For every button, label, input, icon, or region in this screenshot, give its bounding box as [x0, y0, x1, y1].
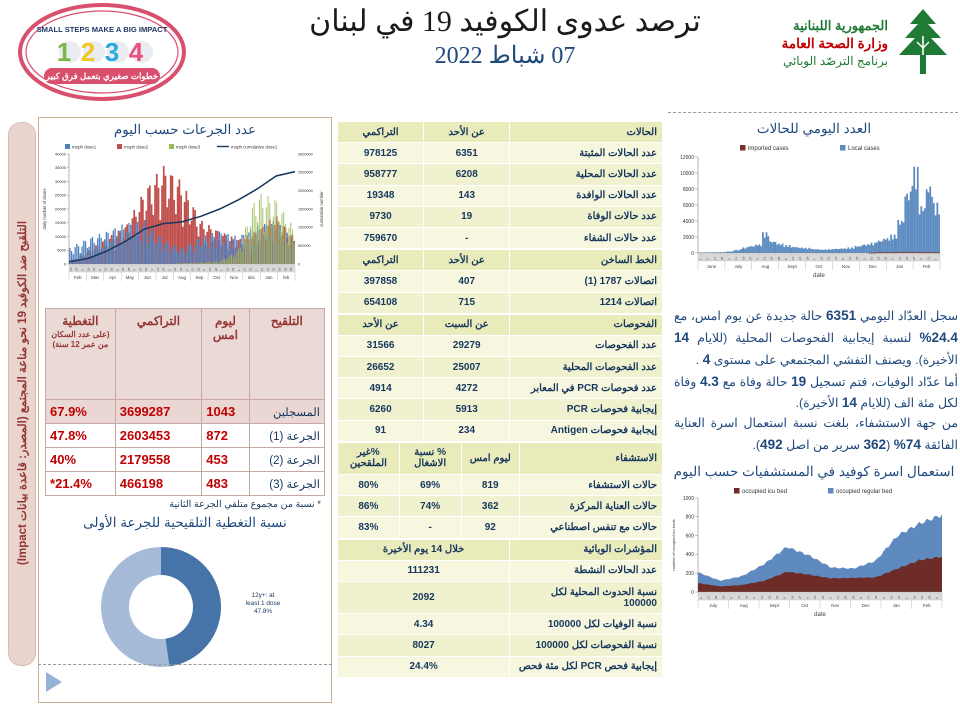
svg-text:Jan: Jan: [265, 274, 273, 280]
svg-text:17: 17: [866, 595, 871, 599]
page-title: ترصد عدوى الكوفيد 19 في لبنان: [309, 5, 701, 38]
campaign-logo: [14, 0, 190, 108]
svg-text:Sept: Sept: [787, 263, 797, 269]
svg-text:SMALL STEPS MAKE A BIG IMPACT: SMALL STEPS MAKE A BIG IMPACT: [36, 25, 168, 34]
svg-text:date: date: [814, 611, 826, 618]
svg-text:Mar: Mar: [91, 274, 99, 280]
paragraph-line: أما عدّاد الوفيات، فتم تسجيل 19 حالة وفاة مع 4.3 وفاة لكل مئة الف (للايام 14 الأخيرة).: [674, 373, 958, 411]
svg-text:moph dose1: moph dose1: [72, 144, 97, 150]
paragraph-line: من جهة الاستشفاء، بلغت نسبة استعمال اسرة العناية الفائقة 74% (362 سرير من اصل 492).: [674, 416, 958, 453]
svg-text:1: 1: [254, 269, 259, 271]
svg-text:1: 1: [56, 37, 72, 67]
stats-section-table: [337, 249, 663, 314]
svg-text:15: 15: [103, 267, 108, 271]
svg-text:feb: feb: [283, 274, 290, 280]
section-header-row: الحالات عن الأحد التراكمي: [338, 122, 663, 143]
svg-text:27: 27: [797, 595, 802, 599]
svg-text:14: 14: [889, 595, 894, 599]
svg-text:18: 18: [876, 256, 881, 260]
svg-text:Nov: Nov: [831, 602, 840, 608]
svg-text:4: 4: [132, 269, 137, 271]
summary-paragraph: [674, 305, 958, 456]
svg-text:0: 0: [298, 262, 301, 267]
svg-text:Feb: Feb: [73, 274, 82, 280]
svg-text:5000: 5000: [57, 247, 66, 253]
svg-text:9: 9: [705, 258, 710, 260]
svg-text:Dec: Dec: [861, 602, 870, 608]
ministry-line3: برنامج الترصّد الوبائي: [782, 53, 888, 68]
svg-text:4: 4: [755, 258, 760, 260]
svg-text:moph cumulative dose1: moph cumulative dose1: [231, 144, 278, 150]
table-row: عدد الحالات النشطة 111231: [338, 560, 663, 581]
svg-text:9: 9: [782, 597, 787, 599]
svg-text:4: 4: [128, 37, 144, 67]
stats-section-table: [337, 314, 663, 442]
table-row: حالات مع تنفس اصطناعي 92 - 83%: [338, 517, 663, 538]
svg-text:moph dose3: moph dose3: [176, 144, 201, 150]
svg-text:June: June: [706, 263, 717, 269]
svg-text:23: 23: [897, 595, 902, 599]
svg-text:Nov: Nov: [230, 274, 239, 280]
svg-text:3: 3: [727, 258, 732, 260]
svg-text:25: 25: [719, 256, 724, 260]
svg-text:14: 14: [155, 267, 160, 271]
svg-text:Sep: Sep: [195, 274, 204, 280]
svg-text:15000: 15000: [54, 220, 66, 226]
svg-text:21: 21: [248, 267, 253, 271]
table-row: حالات الاستشفاء 819 69% 80%: [338, 475, 663, 496]
table-row: عدد حالات الوفاة 19 9730: [338, 206, 663, 227]
svg-text:2: 2: [698, 597, 703, 599]
svg-text:11: 11: [836, 595, 841, 599]
svg-text:22: 22: [231, 267, 236, 271]
svg-text:26: 26: [744, 595, 749, 599]
svg-text:12000: 12000: [680, 154, 694, 161]
svg-text:35000: 35000: [54, 165, 66, 171]
svg-text:11: 11: [734, 256, 739, 260]
svg-text:2: 2: [184, 269, 189, 271]
svg-text:0: 0: [691, 589, 694, 596]
svg-text:10000: 10000: [680, 170, 694, 177]
svg-text:Aug: Aug: [761, 263, 770, 269]
ministry-logo: [747, 6, 952, 80]
svg-text:22: 22: [213, 267, 218, 271]
svg-text:29: 29: [851, 595, 856, 599]
report-date: 07 شباط 2022: [434, 43, 576, 69]
stats-section-table: [337, 121, 663, 249]
svg-text:25: 25: [126, 267, 131, 271]
svg-text:25: 25: [109, 267, 114, 271]
table-row: نسبة الفحوصات لكل 100000 8027: [338, 635, 663, 656]
svg-text:3: 3: [104, 37, 120, 67]
first-dose-coverage-donut: [39, 531, 327, 679]
svg-text:10: 10: [277, 267, 282, 271]
table-row: الجرعة (1) 872 2603453 47.8%: [46, 424, 325, 448]
svg-text:21: 21: [798, 256, 803, 260]
table-row: نسبة الوفيات لكل 100000 4.34: [338, 614, 663, 635]
svg-text:Aug: Aug: [177, 274, 187, 280]
table-row: عدد الحالات الوافدة 143 19348: [338, 185, 663, 206]
section-header-row: المؤشرات الوبائية خلال 14 يوم الأخيرة: [338, 539, 663, 560]
svg-text:Oct: Oct: [815, 263, 823, 269]
stats-section-table: [337, 539, 663, 678]
table-row: الجرعة (3) 483 466198 21.4%*: [46, 472, 325, 496]
svg-text:occupied regular bed: occupied regular bed: [836, 488, 893, 495]
table-row: إيجابية فحص PCR لكل مئة فحص 24.4%: [338, 656, 663, 677]
svg-text:13: 13: [791, 256, 796, 260]
svg-text:31: 31: [775, 595, 780, 599]
svg-text:17: 17: [736, 595, 741, 599]
svg-text:25000: 25000: [54, 192, 66, 198]
section-header-row: الخط الساخن عن الأحد التراكمي: [338, 250, 663, 271]
svg-text:Aug: Aug: [739, 602, 748, 608]
svg-text:moph dose2: moph dose2: [124, 144, 149, 150]
svg-text:1: 1: [219, 269, 224, 271]
svg-text:15: 15: [813, 595, 818, 599]
svg-text:400: 400: [685, 552, 694, 559]
svg-text:24: 24: [161, 267, 166, 271]
svg-text:12: 12: [762, 256, 767, 260]
table-row: عدد الفحوصات 29279 31566: [338, 335, 663, 356]
svg-text:4: 4: [752, 597, 757, 599]
guide-line: [38, 664, 332, 665]
svg-text:dec: dec: [247, 274, 256, 280]
svg-text:16: 16: [86, 267, 91, 271]
svg-text:6: 6: [805, 597, 810, 599]
right-column: [668, 112, 960, 638]
svg-text:26: 26: [874, 595, 879, 599]
svg-text:2500000: 2500000: [298, 170, 313, 175]
svg-text:imported cases: imported cases: [748, 146, 789, 152]
donut-chart-title: نسبة التغطية التلقيحية للجرعة الأولى: [83, 515, 287, 530]
vaccination-footnote: * نسبة من مجموع متلقي الجرعة الثانية: [169, 499, 321, 510]
svg-text:Apr: Apr: [108, 274, 116, 280]
svg-text:20: 20: [283, 267, 288, 271]
svg-text:1500000: 1500000: [298, 207, 313, 212]
svg-text:July: July: [709, 602, 718, 608]
svg-text:30000: 30000: [54, 178, 66, 184]
svg-text:0: 0: [63, 261, 66, 267]
svg-text:16: 16: [848, 256, 853, 260]
svg-text:خطوات صغيري بتعمل فرق كبير: خطوات صغيري بتعمل فرق كبير: [45, 71, 159, 81]
table-row: اتصالات 1214 715 654108: [338, 292, 663, 313]
daily-cases-title: العدد اليومي للحالات: [756, 121, 872, 136]
svg-text:31: 31: [271, 267, 276, 271]
svg-text:1: 1: [236, 269, 241, 271]
svg-text:4: 4: [919, 258, 924, 260]
sidebar-banner-text: التلقيح ضد الكوفيد 19 نحو مناعة المجتمع (المصدر: قاعدة بيانات Impact): [17, 220, 29, 566]
svg-text:Jul: Jul: [161, 274, 168, 280]
vaccination-table: [45, 308, 325, 496]
svg-text:7: 7: [812, 258, 817, 260]
svg-text:27: 27: [912, 256, 917, 260]
svg-text:May: May: [125, 274, 135, 280]
doses-chart: [39, 138, 327, 306]
svg-text:July: July: [734, 263, 743, 269]
svg-text:10: 10: [912, 595, 917, 599]
section-header-row: الاستشفاء ليوم امس % نسبة الاشغال %غير الملقحين: [338, 442, 663, 474]
ministry-text: [782, 17, 888, 69]
svg-text:28: 28: [776, 256, 781, 260]
svg-text:1000000: 1000000: [298, 225, 313, 230]
vacc-header-row: التلقيح ليوم امس التراكمي التغطية (على عدد السكان من عمر 12 سنة): [46, 309, 325, 400]
beds-chart-title: استعمال اسرة كوفيد في المستشفيات حسب اليوم: [673, 463, 955, 479]
svg-text:22: 22: [196, 267, 201, 271]
svg-text:40000: 40000: [54, 151, 66, 157]
svg-text:24: 24: [820, 595, 825, 599]
svg-text:occupied icu bed: occupied icu bed: [742, 488, 788, 495]
stats-table: [337, 121, 663, 678]
svg-text:6: 6: [80, 269, 85, 271]
svg-text:5: 5: [783, 258, 788, 260]
vaccination-panel: [38, 117, 332, 703]
svg-text:6000: 6000: [682, 202, 694, 209]
svg-text:cumulative number: cumulative number: [319, 191, 324, 227]
svg-text:5: 5: [115, 269, 120, 271]
svg-text:19: 19: [741, 256, 746, 260]
table-row: نسبة الحدوث المحلية لكل 100000 2092: [338, 581, 663, 613]
svg-text:18: 18: [790, 595, 795, 599]
svg-text:2: 2: [862, 258, 867, 260]
section-header-row: الفحوصات عن السبت عن الأحد: [338, 314, 663, 335]
table-row: عدد فحوصات PCR في المعابر 4272 4914: [338, 378, 663, 399]
table-row: إيجابية فحوصات PCR 5913 6260: [338, 399, 663, 420]
svg-text:26: 26: [92, 267, 97, 271]
svg-text:2000: 2000: [682, 234, 694, 241]
table-row: عدد الحالات المحلية 6208 958777: [338, 164, 663, 185]
svg-text:4000: 4000: [682, 218, 694, 225]
svg-text:14: 14: [138, 267, 143, 271]
svg-text:15: 15: [121, 267, 126, 271]
svg-text:11: 11: [897, 256, 902, 260]
daily-cases-chart: [668, 137, 960, 295]
svg-text:Feb: Feb: [922, 602, 931, 608]
svg-text:23: 23: [179, 267, 183, 271]
svg-text:6: 6: [935, 597, 940, 599]
svg-text:26: 26: [883, 256, 888, 260]
svg-text:200: 200: [685, 570, 694, 577]
svg-text:Dec: Dec: [868, 263, 877, 269]
svg-text:2: 2: [202, 269, 207, 271]
svg-text:number of occupied icu beds: number of occupied icu beds: [671, 519, 676, 571]
table-row: عدد حالات الشفاء - 759670: [338, 227, 663, 248]
svg-text:12: 12: [207, 267, 212, 271]
svg-text:30: 30: [289, 267, 294, 271]
svg-text:29: 29: [805, 256, 810, 260]
svg-text:1: 1: [933, 258, 938, 260]
svg-text:Local cases: Local cases: [848, 146, 880, 152]
svg-text:20000: 20000: [54, 206, 66, 212]
svg-text:28: 28: [927, 595, 932, 599]
svg-text:date: date: [813, 273, 825, 279]
svg-text:2: 2: [80, 37, 96, 67]
svg-text:1: 1: [904, 597, 909, 599]
svg-text:600: 600: [685, 533, 694, 540]
svg-text:800: 800: [685, 514, 694, 521]
svg-text:8: 8: [858, 597, 863, 599]
header: [290, 4, 720, 70]
doses-chart-title: عدد الجرعات حسب اليوم: [113, 122, 257, 137]
svg-text:12y+: atleast 1 dose47.8%: 12y+: at least 1 dose 47.8%: [245, 592, 281, 615]
svg-text:29: 29: [721, 595, 726, 599]
svg-text:17: 17: [712, 256, 717, 260]
svg-text:Oct: Oct: [801, 602, 809, 608]
svg-text:8: 8: [840, 258, 845, 260]
svg-text:Nov: Nov: [841, 263, 850, 269]
svg-text:daily number of doses: daily number of doses: [42, 188, 47, 230]
svg-text:20: 20: [714, 595, 719, 599]
ministry-line1: الجمهورية اللبنانية: [793, 18, 888, 34]
svg-text:8000: 8000: [682, 186, 694, 193]
cedar-icon: [894, 6, 952, 80]
svg-text:20: 20: [843, 595, 848, 599]
svg-text:10: 10: [869, 256, 874, 260]
svg-text:12: 12: [225, 267, 230, 271]
svg-text:2000000: 2000000: [298, 189, 313, 194]
svg-text:3000000: 3000000: [298, 152, 313, 157]
svg-text:1: 1: [698, 258, 703, 260]
svg-text:3: 3: [167, 269, 172, 271]
svg-text:24: 24: [74, 267, 79, 271]
svg-text:500000: 500000: [298, 244, 311, 249]
svg-text:5: 5: [881, 597, 886, 599]
svg-text:19: 19: [904, 256, 909, 260]
svg-text:2: 2: [828, 597, 833, 599]
svg-text:31: 31: [833, 256, 838, 260]
svg-text:3: 3: [890, 258, 895, 260]
table-row: اتصالات 1787 (1) 407 397858: [338, 271, 663, 292]
svg-text:11: 11: [706, 595, 711, 599]
svg-text:13: 13: [759, 595, 764, 599]
ministry-line2: وزارة الصحة العامة: [781, 35, 888, 51]
svg-text:8: 8: [729, 597, 734, 599]
svg-text:23: 23: [826, 256, 831, 260]
svg-text:12: 12: [190, 267, 195, 271]
table-row: عدد الحالات المثبتة 6351 978125: [338, 143, 663, 164]
table-row: إيجابية فحوصات Antigen 234 91: [338, 420, 663, 441]
sidebar-banner: [8, 122, 36, 666]
guide-line-top: [668, 112, 958, 113]
svg-text:12: 12: [926, 256, 931, 260]
svg-text:Oct: Oct: [213, 274, 221, 280]
svg-text:10000: 10000: [54, 233, 66, 239]
hospital-beds-chart: [668, 480, 960, 638]
svg-text:27: 27: [748, 256, 753, 260]
svg-text:21: 21: [265, 267, 270, 271]
svg-text:1000: 1000: [682, 495, 694, 502]
svg-text:Jan: Jan: [892, 602, 900, 608]
svg-text:Jan: Jan: [896, 263, 904, 269]
table-row: عدد الفحوصات المحلية 25007 26652: [338, 357, 663, 378]
svg-text:5: 5: [97, 269, 102, 271]
svg-text:24: 24: [144, 267, 149, 271]
table-row: حالات العناية المركزة 362 74% 86%: [338, 496, 663, 517]
campaign-logo-graphic: [14, 0, 190, 108]
paragraph-line: سجل العدّاد اليومي 6351 حالة جديدة عن يوم امس، مع 24.4% لنسبة إيجابية الفحوصات المحلية (للايام 14 الأخيرة). ويصنف التفشي المجتمعي على مستوى 4 .: [674, 308, 958, 367]
svg-text:20: 20: [769, 256, 774, 260]
svg-text:Sept: Sept: [769, 602, 779, 608]
svg-text:14: 14: [68, 267, 73, 271]
arrow-triangle-icon: [46, 672, 62, 692]
table-row: الجرعة (2) 453 2179558 40%: [46, 448, 325, 472]
table-row: المسجلين 1043 3699287 67.9%: [46, 400, 325, 424]
svg-text:22: 22: [767, 595, 772, 599]
svg-text:Jun: Jun: [143, 274, 151, 280]
svg-text:13: 13: [242, 267, 247, 271]
svg-text:4: 4: [150, 269, 155, 271]
stats-section-table: [337, 442, 663, 539]
svg-text:11: 11: [260, 267, 265, 271]
svg-text:13: 13: [173, 267, 178, 271]
svg-text:Feb: Feb: [922, 263, 931, 269]
svg-text:24: 24: [855, 256, 860, 260]
svg-text:0: 0: [691, 250, 694, 257]
svg-text:15: 15: [819, 256, 824, 260]
svg-text:19: 19: [919, 595, 924, 599]
